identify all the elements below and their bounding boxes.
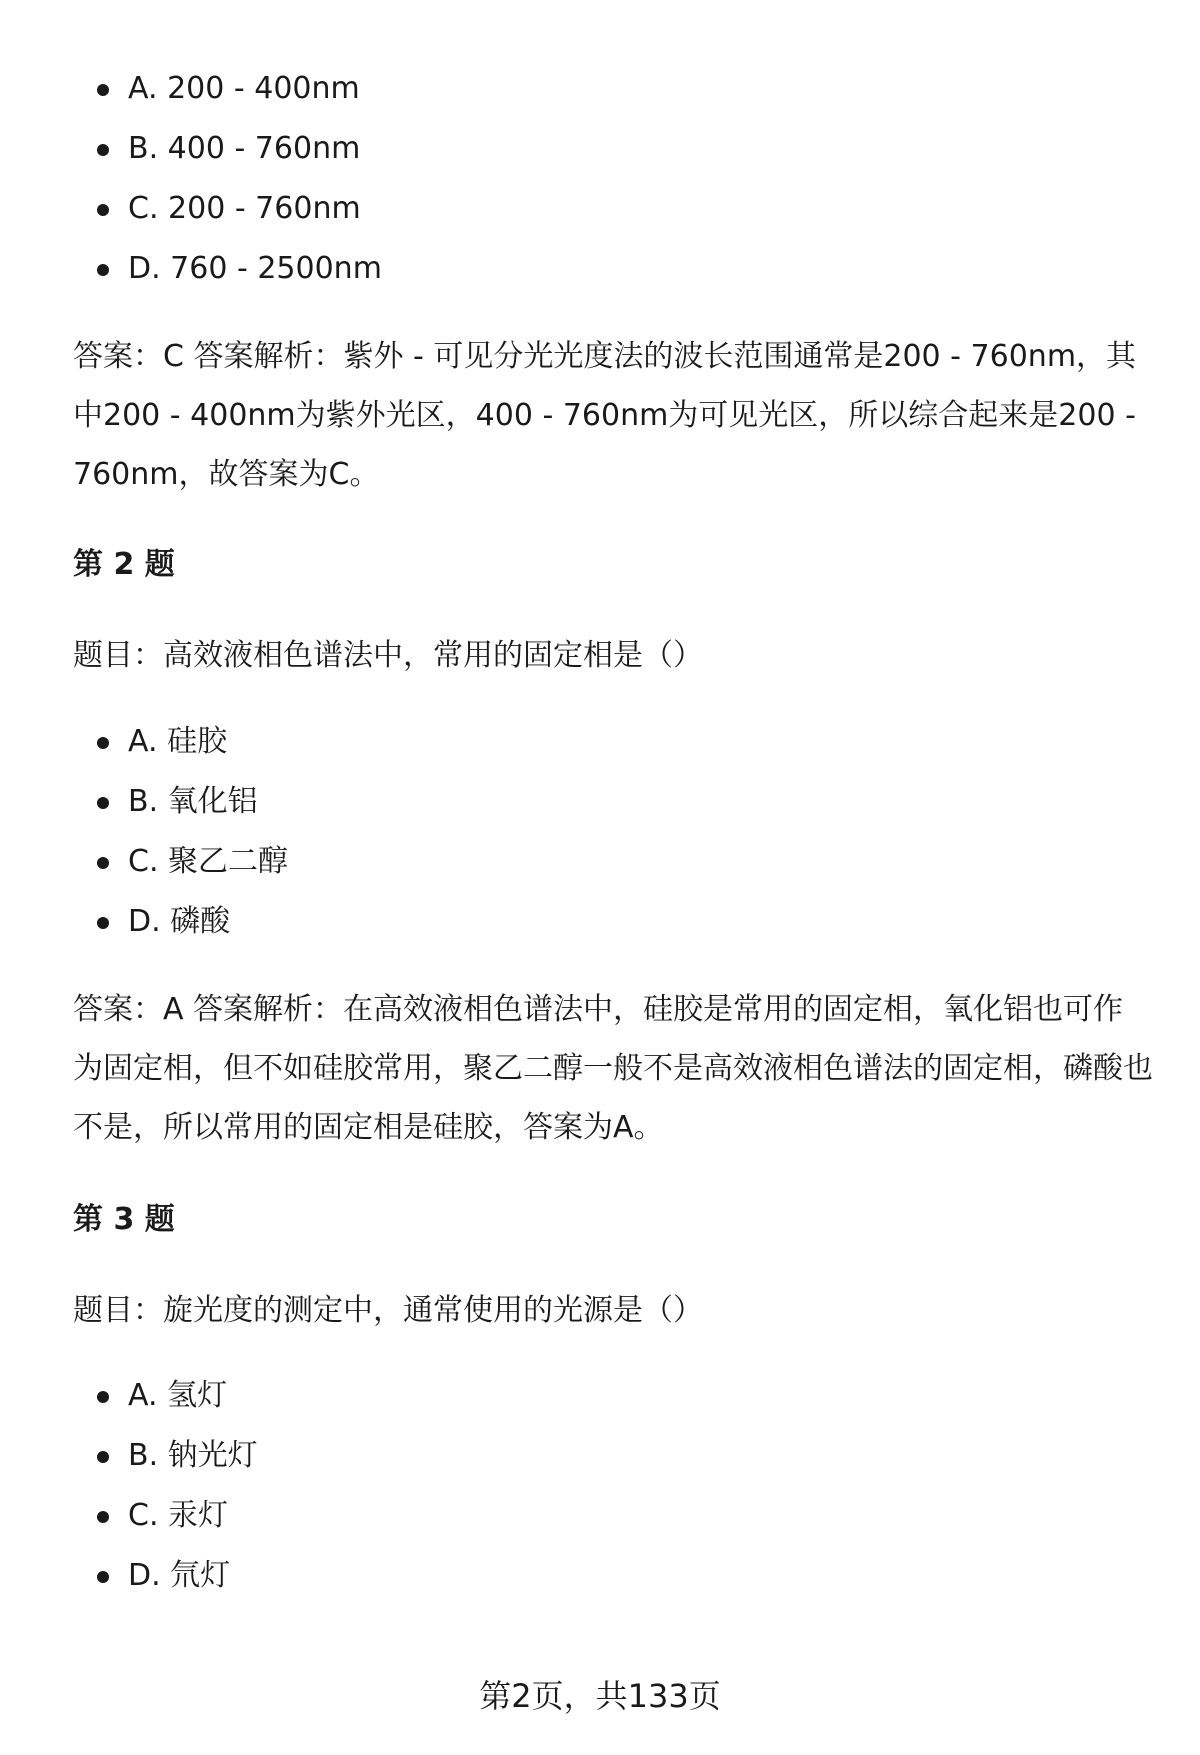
q2-option-list — [0, 712, 288, 952]
bullet-icon — [97, 204, 109, 216]
q1-option-b — [0, 119, 382, 179]
option-text: A. 200 - 400nm — [128, 71, 360, 106]
q2-option-c — [0, 832, 288, 892]
option-text: C. 200 - 760nm — [128, 191, 361, 226]
bullet-icon — [97, 1511, 109, 1523]
q1-option-a — [0, 59, 382, 119]
q3-option-list — [0, 1366, 258, 1606]
q1-option-list — [0, 59, 382, 299]
q1-option-d — [0, 239, 382, 299]
bullet-icon — [97, 1451, 109, 1463]
option-text: B. 钠光灯 — [128, 1438, 258, 1473]
q3-option-d — [0, 1546, 258, 1606]
option-text: D. 氘灯 — [128, 1558, 231, 1593]
q2-option-d — [0, 892, 288, 952]
bullet-icon — [97, 144, 109, 156]
q1-option-c — [0, 179, 382, 239]
q2-question: 题目：高效液相色谱法中，常用的固定相是（） — [73, 638, 703, 673]
q3-option-c — [0, 1486, 258, 1546]
q3-option-a — [0, 1366, 258, 1426]
bullet-icon — [97, 737, 109, 749]
bullet-icon — [97, 84, 109, 96]
option-text: C. 聚乙二醇 — [128, 844, 289, 879]
q3-option-b — [0, 1426, 258, 1486]
option-text: D. 760 - 2500nm — [128, 251, 382, 286]
q3-question: 题目：旋光度的测定中，通常使用的光源是（） — [73, 1293, 703, 1328]
option-text: A. 硅胶 — [128, 724, 228, 759]
option-text: C. 汞灯 — [128, 1498, 229, 1533]
option-text: A. 氢灯 — [128, 1378, 228, 1413]
option-text: B. 400 - 760nm — [128, 131, 361, 166]
bullet-icon — [97, 1571, 109, 1583]
q2-option-a — [0, 712, 288, 772]
bullet-icon — [97, 857, 109, 869]
q2-heading: 第 2 题 — [73, 547, 175, 582]
bullet-icon — [97, 264, 109, 276]
bullet-icon — [97, 1391, 109, 1403]
q2-option-b — [0, 772, 288, 832]
option-text: B. 氧化铝 — [128, 784, 258, 819]
q1-answer: 答案：C 答案解析：紫外 - 可见分光光度法的波长范围通常是200 - 760nm，其中200 - 400nm为紫外光区，400 - 760nm为可见光区，所以综合起来是200 - 760nm，故答案为C。 — [73, 339, 1137, 492]
q2-answer: 答案：A 答案解析：在高效液相色谱法中，硅胶是常用的固定相，氧化铝也可作为固定相，但不如硅胶常用，聚乙二醇一般不是高效液相色谱法的固定相，磷酸也不是，所以常用的固定相是硅胶，答案为A。 — [73, 992, 1153, 1145]
page-footer: 第2页，共133页 — [479, 1677, 721, 1715]
bullet-icon — [97, 917, 109, 929]
q3-heading: 第 3 题 — [73, 1202, 175, 1237]
option-text: D. 磷酸 — [128, 904, 231, 939]
bullet-icon — [97, 797, 109, 809]
